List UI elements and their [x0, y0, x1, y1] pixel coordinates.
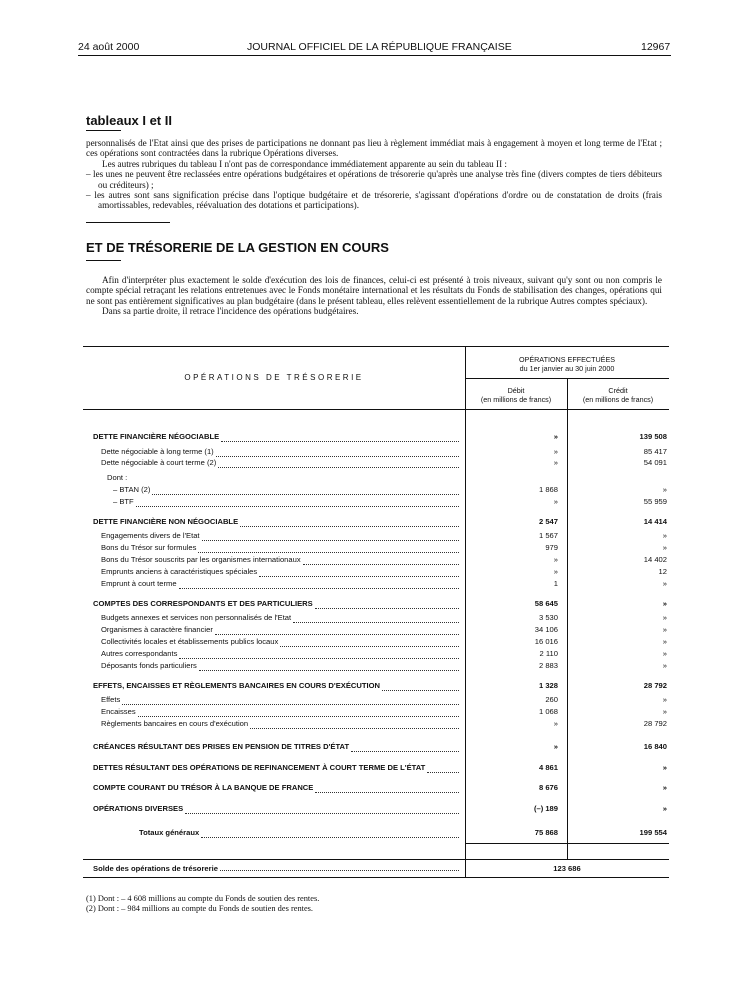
row-debit-value: 260 [545, 695, 558, 704]
col-header-credit-line2: (en millions de francs) [582, 394, 654, 404]
section2-body [86, 275, 662, 317]
col-header-operations: OPÉRATIONS DE TRÉSORERIE [184, 373, 364, 382]
row-debit-value: 1 868 [538, 485, 558, 494]
col-group-header [465, 356, 669, 373]
row-leader-dots [122, 695, 459, 705]
row-credit-value: 139 508 [639, 432, 667, 441]
table-row [93, 458, 669, 469]
row-label: Bons du Trésor souscrits par les organismes internationaux [101, 555, 301, 564]
row-debit-value: » [553, 555, 558, 564]
row-debit-value: 2 547 [538, 517, 558, 526]
row-credit-value: » [662, 613, 667, 622]
totals-top-rule [465, 843, 669, 844]
row-label: DETTES RÉSULTANT DES OPÉRATIONS DE REFINANCEMENT À COURT TERME DE L'ÉTAT [93, 763, 426, 772]
table-row [93, 555, 669, 566]
row-leader-dots [216, 447, 459, 457]
section1-body [86, 138, 662, 211]
row-credit-value: » [662, 661, 667, 670]
row-label: Emprunt à court terme [101, 579, 177, 588]
col-header-credit-line1: Crédit [608, 386, 628, 395]
row-credit-value: » [662, 637, 667, 646]
table-row [93, 567, 669, 578]
header-journal-title: JOURNAL OFFICIEL DE LA RÉPUBLIQUE FRANÇAISE [247, 41, 512, 53]
row-label: Dette négociable à long terme (1) [101, 447, 214, 456]
row-leader-dots [179, 649, 459, 659]
row-label: DETTE FINANCIÈRE NON NÉGOCIABLE [93, 517, 239, 526]
table-row [93, 497, 669, 508]
section1-para-4: – les autres sont sans signification précise dans l'optique budgétaire et de trésorerie, s'agissant d'opérations d'ordre ou de constatation de droits (frais amortissables, redevables, réévaluation des dotations et participations). [86, 190, 662, 211]
solde-leader-dots [220, 864, 459, 871]
row-leader-dots [293, 613, 459, 623]
header-rule [78, 55, 671, 56]
row-label: Autres correspondants [101, 649, 178, 658]
row-credit-value: 14 414 [643, 517, 667, 526]
row-credit-value: 28 792 [643, 719, 667, 728]
row-credit-value: » [662, 783, 667, 792]
row-debit-value: » [553, 432, 558, 441]
row-debit-value: 58 645 [534, 599, 558, 608]
row-credit-value: 54 091 [643, 458, 667, 467]
col-header-debit-line2: (en millions de francs) [480, 394, 552, 404]
row-label: DETTE FINANCIÈRE NÉGOCIABLE [93, 432, 220, 441]
row-credit-value: » [662, 599, 667, 608]
solde-value: 123 686 [553, 864, 581, 873]
row-debit-value: » [553, 719, 558, 728]
header-page-number: 12967 [641, 41, 671, 53]
row-credit-value: » [662, 707, 667, 716]
treasury-table [83, 346, 669, 878]
table-row [93, 432, 669, 443]
table-row [93, 763, 669, 774]
col-group-header-line2: du 1er janvier au 30 juin 2000 [519, 363, 615, 373]
row-debit-value: 1 [553, 579, 558, 588]
row-leader-dots [315, 599, 459, 609]
row-debit-value: 1 567 [538, 531, 558, 540]
row-debit-value: 1 068 [538, 707, 558, 716]
row-debit-value: 2 883 [538, 661, 558, 670]
row-label: Déposants fonds particuliers [101, 661, 197, 670]
row-debit-value: 4 861 [538, 763, 558, 772]
row-credit-value: » [662, 695, 667, 704]
table-row [93, 637, 669, 648]
row-credit-value: » [662, 531, 667, 540]
row-label: OPÉRATIONS DIVERSES [93, 804, 184, 813]
row-leader-dots [138, 707, 459, 717]
row-leader-dots [198, 543, 459, 553]
table-row [93, 828, 669, 839]
row-label: Encaisses [101, 707, 136, 716]
section1-end-rule [86, 222, 170, 223]
row-leader-dots [136, 497, 459, 507]
row-debit-value: » [553, 447, 558, 456]
table-row [93, 531, 669, 542]
row-label: Engagements divers de l'Etat [101, 531, 200, 540]
header-date: 24 août 2000 [78, 41, 140, 53]
row-label: Collectivités locales et établissements publics locaux [101, 637, 279, 646]
row-label: Règlements bancaires en cours d'exécution [101, 719, 249, 728]
row-leader-dots [218, 458, 459, 468]
row-label: COMPTE COURANT DU TRÉSOR À LA BANQUE DE FRANCE [93, 783, 314, 792]
header-bottom-rule [83, 409, 669, 410]
row-leader-dots [259, 567, 459, 577]
row-debit-value: 3 530 [538, 613, 558, 622]
group-header-rule [465, 378, 669, 379]
col-divider-ops [465, 347, 466, 877]
row-credit-value: 55 959 [643, 497, 667, 506]
row-debit-value: 34 106 [534, 625, 558, 634]
solde-label-row [93, 864, 461, 873]
row-label: – BTAN (2) [113, 485, 151, 494]
footnote-1: (1) Dont : – 4 608 millions au compte du Fonds de soutien des rentes. [86, 894, 320, 903]
row-leader-dots [199, 661, 459, 671]
table-row [93, 613, 669, 624]
section1-para-3: – les unes ne peuvent être reclassées entre opérations budgétaires et opérations de trésorerie qu'après une analyse très fine (divers comptes de tiers débiteurs ou créditeurs) ; [86, 169, 662, 190]
row-leader-dots [201, 828, 459, 838]
row-debit-value: 1 328 [538, 681, 558, 690]
section2-para-2: Dans sa partie droite, il retrace l'incidence des opérations budgétaires. [102, 306, 359, 317]
col-header-debit-line1: Débit [507, 386, 525, 395]
table-row [93, 661, 669, 672]
row-leader-dots [221, 432, 459, 442]
row-label: Emprunts anciens à caractéristiques spéciales [101, 567, 258, 576]
row-leader-dots [179, 579, 459, 589]
row-debit-value: 2 110 [539, 649, 558, 658]
row-label: Dont : [107, 473, 128, 482]
col-header-debit [465, 387, 567, 404]
row-label: – BTF [113, 497, 134, 506]
table-row [93, 719, 669, 730]
row-leader-dots [185, 804, 459, 814]
row-label: EFFETS, ENCAISSES ET RÈGLEMENTS BANCAIRES EN COURS D'EXÉCUTION [93, 681, 381, 690]
row-debit-value: 979 [545, 543, 558, 552]
row-leader-dots [202, 531, 459, 541]
table-row [93, 649, 669, 660]
table-row [93, 543, 669, 554]
row-debit-value: (–) 189 [533, 804, 558, 813]
row-label: Totaux généraux [139, 828, 200, 837]
row-label: Organismes à caractère financier [101, 625, 213, 634]
table-row [93, 447, 669, 458]
table-row [93, 625, 669, 636]
row-leader-dots [280, 637, 459, 647]
table-row [93, 783, 669, 794]
section1-title-rule [86, 130, 121, 131]
row-debit-value: 8 676 [538, 783, 558, 792]
section1-para-1: personnalisés de l'Etat ainsi que des prises de participations ne donnant pas lieu à règlement immédiat mais à engagement à moyen et long terme de l'Etat ; ces opérations sont contractées dans la rubrique Opérations diverses. [86, 138, 662, 159]
row-credit-value: » [662, 625, 667, 634]
row-credit-value: » [662, 543, 667, 552]
footnotes [86, 894, 319, 914]
section2-title: ET DE TRÉSORERIE DE LA GESTION EN COURS [86, 240, 389, 255]
row-leader-dots [427, 763, 459, 773]
solde-top-rule [83, 859, 669, 860]
row-credit-value: » [662, 579, 667, 588]
col-group-header-line1: OPÉRATIONS EFFECTUÉES [518, 355, 616, 364]
row-credit-value: » [662, 763, 667, 772]
table-row [93, 517, 669, 528]
table-row [93, 681, 669, 692]
table-row [93, 599, 669, 610]
row-leader-dots [382, 681, 459, 691]
section1-title: tableaux I et II [86, 113, 172, 128]
col-header-credit [567, 387, 669, 404]
row-label: Effets [101, 695, 121, 704]
row-credit-value: 28 792 [643, 681, 667, 690]
table-row [93, 579, 669, 590]
row-debit-value: 16 016 [534, 637, 558, 646]
row-credit-value: » [662, 804, 667, 813]
table-row [93, 485, 669, 496]
table-row [93, 707, 669, 718]
row-debit-value: » [553, 567, 558, 576]
row-debit-value: » [553, 458, 558, 467]
row-leader-dots [240, 517, 459, 527]
row-leader-dots [303, 555, 459, 565]
row-credit-value: » [662, 649, 667, 658]
table-row [93, 742, 669, 753]
row-label: Budgets annexes et services non personnalisés de l'Etat [101, 613, 292, 622]
table-row [93, 695, 669, 706]
row-credit-value: 199 554 [639, 828, 667, 837]
row-credit-value: 12 [658, 567, 667, 576]
solde-label: Solde des opérations de trésorerie [93, 864, 218, 873]
row-label: CRÉANCES RÉSULTANT DES PRISES EN PENSION DE TITRES D'ÉTAT [93, 742, 350, 751]
row-label: Dette négociable à court terme (2) [101, 458, 217, 467]
table-row [93, 473, 669, 484]
row-leader-dots [250, 719, 459, 729]
row-debit-value: » [553, 497, 558, 506]
row-leader-dots [351, 742, 459, 752]
row-leader-dots [152, 485, 459, 495]
row-leader-dots [315, 783, 459, 793]
section1-para-2: Les autres rubriques du tableau I n'ont pas de correspondance immédiatement apparente au sein du tableau II : [102, 158, 507, 169]
row-label: Bons du Trésor sur formules [101, 543, 197, 552]
row-credit-value: 16 840 [643, 742, 667, 751]
section2-title-rule [86, 260, 121, 261]
table-row [93, 804, 669, 815]
row-debit-value: 75 868 [534, 828, 558, 837]
section2-para-1: Afin d'interpréter plus exactement le solde d'exécution des lois de finances, celui-ci est présenté à trois niveaux, suivant qu'y sont ou non compris le compte spécial retraçant les relations entretenues avec le Fonds monétaire international et les résultats du Fonds de stabilisation des changes, opérations qui ne sont pas entièrement significatives au plan budgétaire (dans le présent tableau, elles relèvent essentiellement de la rubrique Autres comptes spéciaux). [86, 275, 662, 306]
row-leader-dots [215, 625, 459, 635]
footnote-2: (2) Dont : – 984 millions au compte du Fonds de soutien des rentes. [86, 903, 314, 913]
row-label: COMPTES DES CORRESPONDANTS ET DES PARTICULIERS [93, 599, 313, 608]
row-credit-value: » [662, 485, 667, 494]
row-credit-value: 14 402 [643, 555, 667, 564]
row-debit-value: » [553, 742, 558, 751]
row-credit-value: 85 417 [643, 447, 667, 456]
